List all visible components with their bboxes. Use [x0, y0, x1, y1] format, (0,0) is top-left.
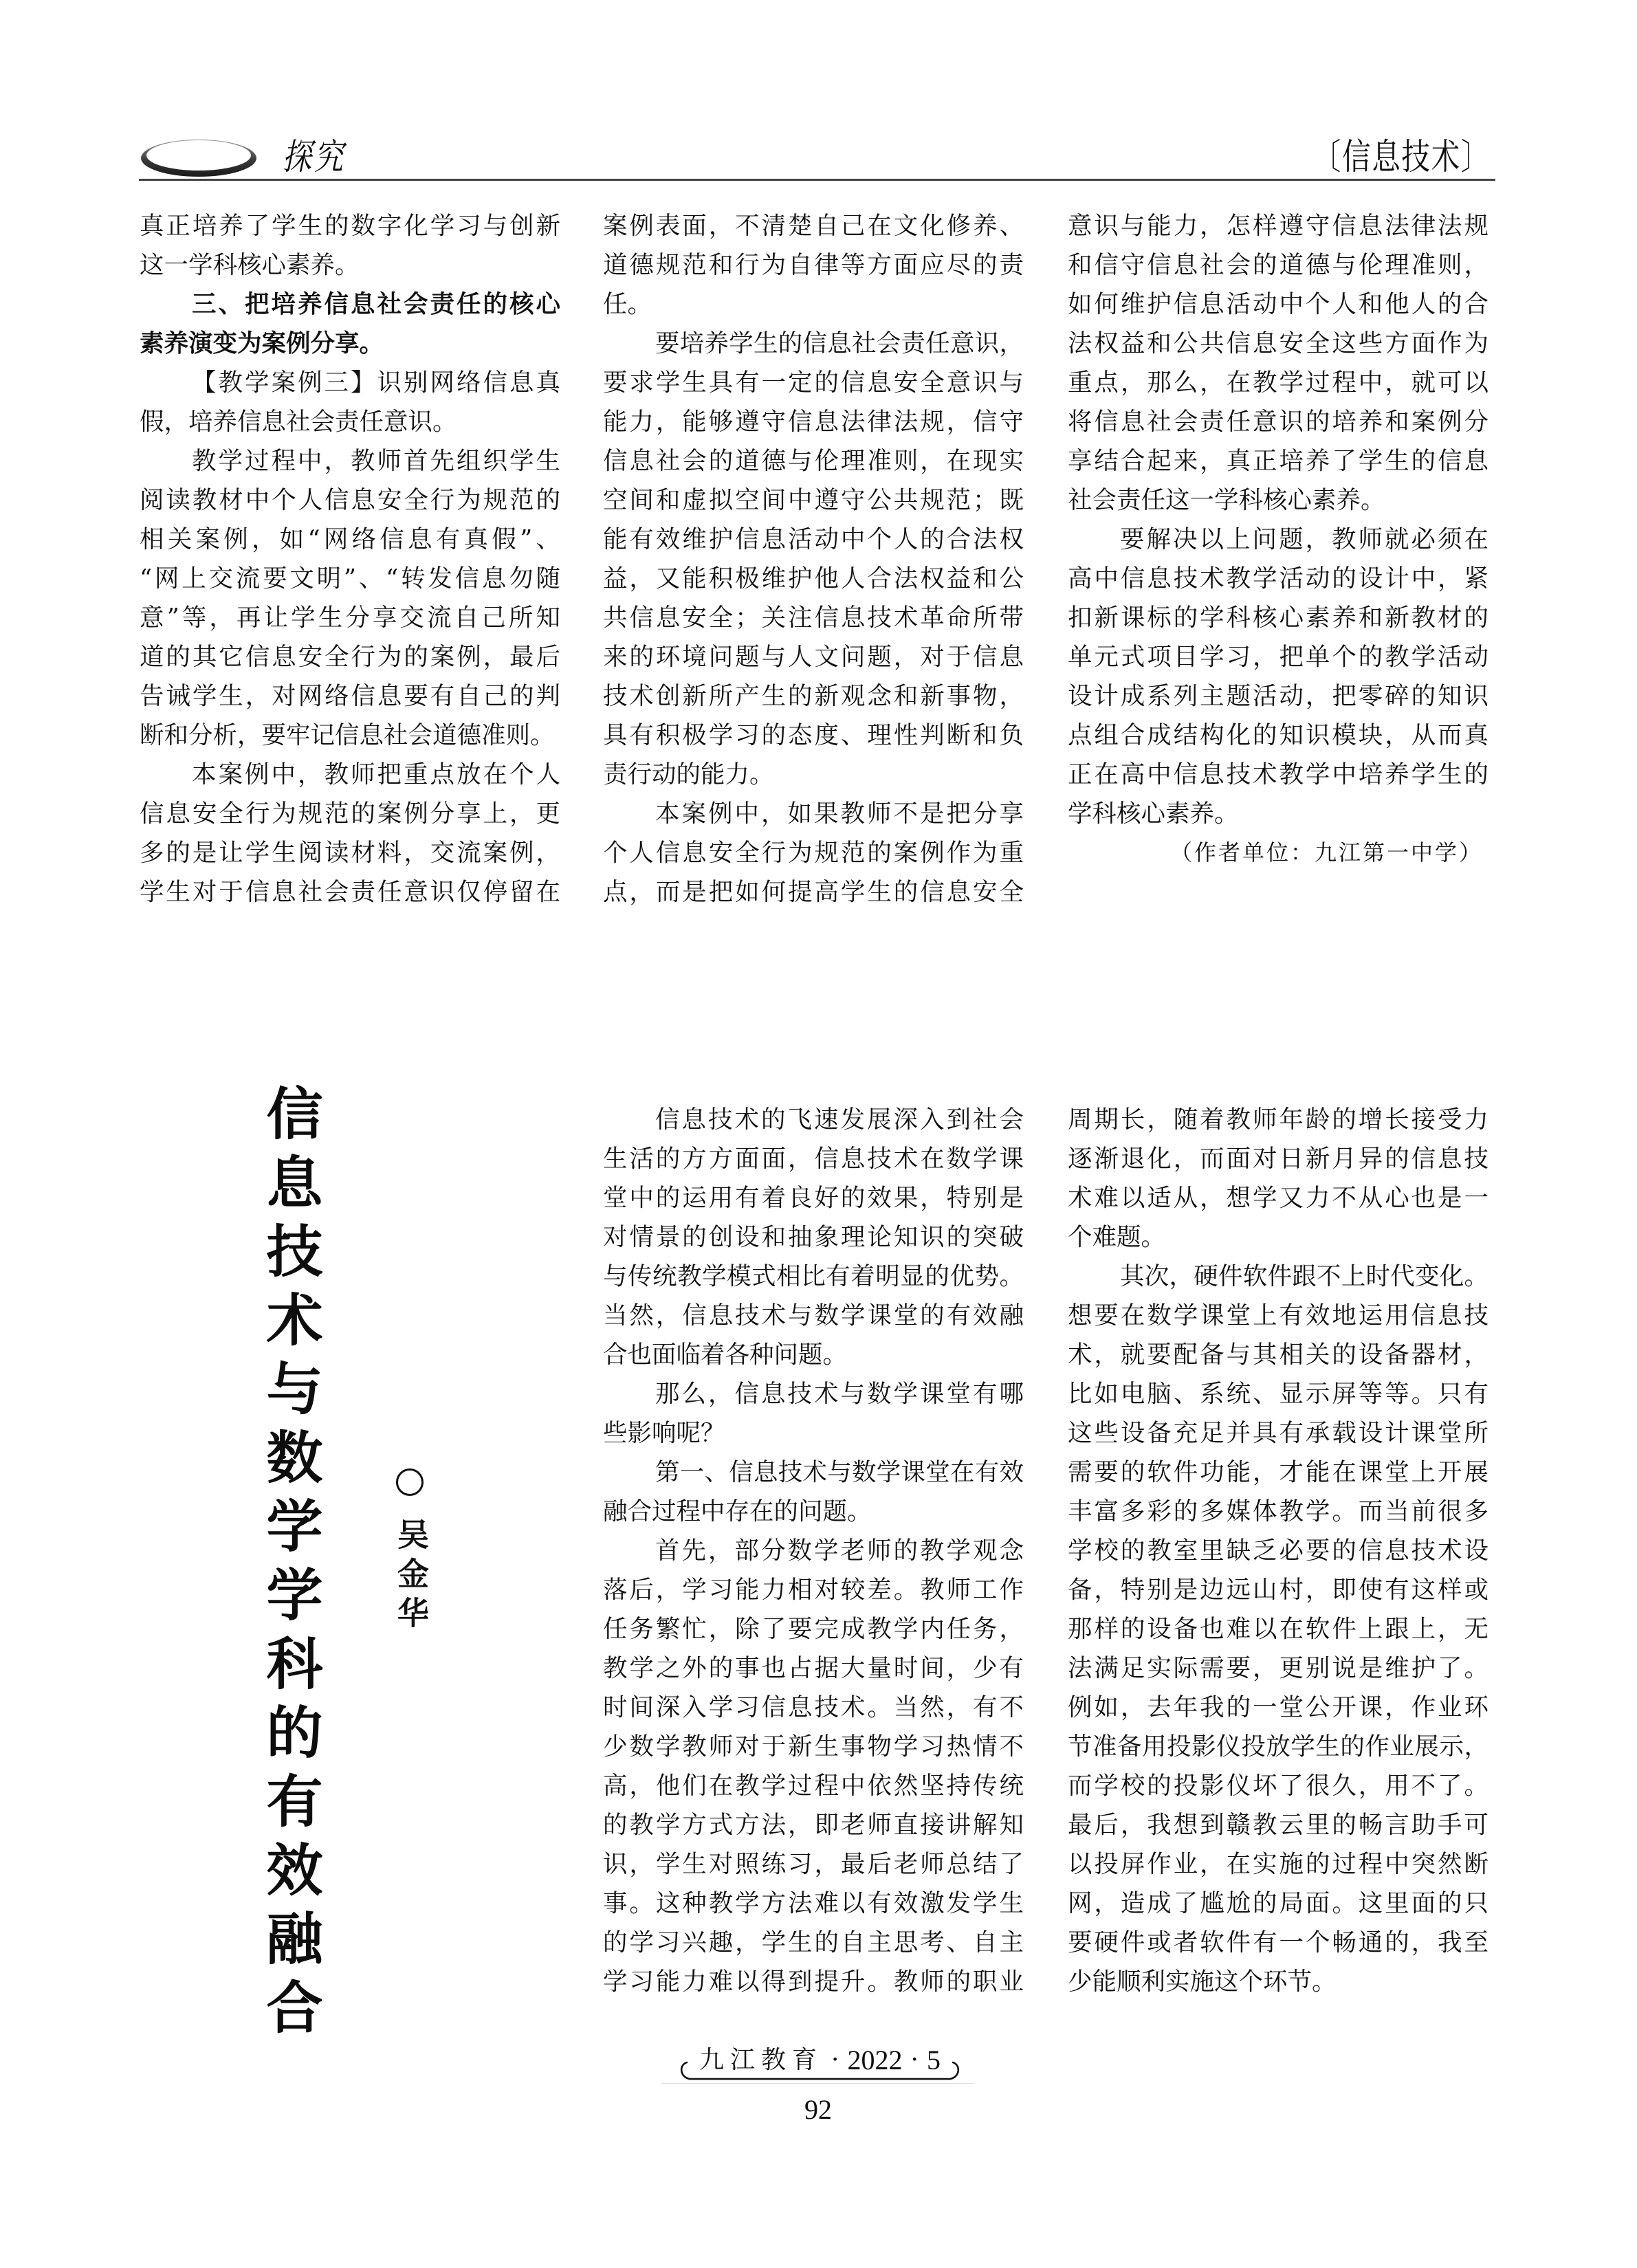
text-line: 术难以适从，想学又力不从心也是一 — [1068, 1184, 1488, 1212]
author-circle-icon — [396, 1468, 424, 1496]
article-column-2 — [1068, 1100, 1488, 2001]
text-line: 要培养学生的信息社会责任意识， — [655, 329, 1024, 357]
text-line: 而学校的投影仪坏了很久，用不了。 — [1068, 1772, 1488, 1800]
text-line: 些影响呢？ — [603, 1419, 725, 1447]
text-line: 空间和虚拟空间中遵守公共规范；既 — [603, 486, 1024, 514]
text-line: 第一、信息技术与数学课堂在有效 — [655, 1458, 1024, 1486]
author-name: 吴金华 — [393, 1518, 430, 1636]
text-line: 能有效维护信息活动中个人的合法权 — [603, 525, 1024, 553]
header-rule — [139, 179, 1495, 181]
paragraph — [603, 794, 1024, 912]
text-line: 告诫学生，对网络信息要有自己的判 — [140, 682, 560, 710]
section-heading — [140, 285, 560, 363]
paragraph — [140, 363, 560, 441]
text-line: 的学习兴趣，学生的自主思考、自主 — [603, 1928, 1024, 1957]
paragraph — [140, 206, 560, 285]
text-line: 和信守信息社会的道德与伦理准则， — [1068, 251, 1488, 279]
text-line: 本案例中，教师把重点放在个人 — [192, 760, 560, 789]
paragraph — [140, 755, 560, 912]
paragraph — [603, 1374, 1024, 1453]
text-line: 信息安全行为规范的案例分享上，更 — [140, 800, 560, 828]
paragraph — [603, 206, 1024, 324]
article-column-1 — [603, 1100, 1024, 2001]
text-line: 具有积极学习的态度、理性判断和负 — [603, 721, 1024, 749]
text-line: 学科核心素养。 — [1068, 800, 1239, 828]
text-line: 任务繁忙，除了要完成教学内任务， — [603, 1615, 1024, 1643]
text-line: 技术创新所产生的新观念和新事物， — [603, 682, 1024, 710]
text-line: 教学过程中，教师首先组织学生 — [192, 447, 560, 475]
text-line: 备，特别是边远山村，即使有这样或 — [1068, 1576, 1488, 1604]
text-line: 最后，我想到赣教云里的畅言助手可 — [1068, 1811, 1488, 1839]
text-line: 想要在数学课堂上有效地运用信息技 — [1068, 1301, 1488, 1330]
text-line: 与传统教学模式相比有着明显的优势。 — [603, 1262, 1024, 1290]
text-line: 道的其它信息安全行为的案例，最后 — [140, 643, 560, 671]
paragraph — [603, 1453, 1024, 1531]
text-line: 以投屏作业，在实施的过程中突然断 — [1068, 1850, 1488, 1878]
journal-name: 九江教育 — [699, 2046, 824, 2074]
text-line: 对情景的创设和抽象理论知识的突破 — [603, 1223, 1024, 1251]
paragraph — [603, 324, 1024, 794]
journal-issue: 5 — [926, 2045, 941, 2076]
top-column-2 — [603, 206, 1024, 912]
top-column-1 — [140, 206, 560, 912]
text-line: 首先，部分数学老师的教学观念 — [655, 1537, 1024, 1565]
header-logo-ring-icon — [138, 136, 261, 181]
text-line: 点组合成结构化的知识模块，从而真 — [1068, 721, 1488, 749]
text-line: 那样的设备也难以在软件上跟上，无 — [1068, 1615, 1488, 1643]
text-line: 要求学生具有一定的信息安全意识与 — [603, 368, 1024, 397]
text-line: 高，他们在教学过程中依然坚持传统 — [603, 1772, 1024, 1800]
text-line: 【教学案例三】识别网络信息真 — [192, 368, 560, 397]
text-line: 来的环境问题与人文问题，对于信息 — [603, 643, 1024, 671]
paragraph — [140, 441, 560, 755]
text-line: 案例表面，不清楚自己在文化修养、 — [603, 212, 1024, 240]
text-line: 正在高中信息技术教学中培养学生的 — [1068, 760, 1488, 789]
text-line: 相关案例，如“网络信息有真假”、 — [140, 525, 560, 553]
text-line: 合也面临着各种问题。 — [603, 1341, 848, 1369]
text-line: 要解决以上问题，教师就必须在 — [1120, 525, 1488, 553]
article-title: 信息技术与数学学科的有效融合 — [257, 1084, 323, 2047]
text-line: 点，而是把如何提高学生的信息安全 — [603, 878, 1024, 906]
text-line: 益，又能积极维护他人合法权益和公 — [603, 564, 1024, 593]
text-line: 融合过程中存在的问题。 — [603, 1497, 872, 1526]
text-line: 事。这种教学方法难以有效激发学生 — [603, 1889, 1024, 1917]
text-line: 周期长，随着教师年龄的增长接受力 — [1068, 1105, 1488, 1134]
paragraph — [1068, 520, 1488, 833]
text-line: 落后，学习能力相对较差。教师工作 — [603, 1576, 1024, 1604]
text-line: 任。 — [603, 290, 652, 318]
journal-year: 2022 — [847, 2045, 903, 2076]
top-column-3 — [1068, 206, 1488, 872]
text-line: 这一学科核心素养。 — [140, 251, 360, 279]
text-line: 素养演变为案例分享。 — [140, 329, 384, 357]
masthead-bracket-icon — [677, 2056, 963, 2084]
text-line: 信息技术的飞速发展深入到社会 — [655, 1105, 1024, 1134]
text-line: 的教学方式方法，即老师直接讲解知 — [603, 1811, 1024, 1839]
text-line: 那么，信息技术与数学课堂有哪 — [655, 1380, 1024, 1408]
text-line: 断和分析，要牢记信息社会道德准则。 — [140, 721, 555, 749]
text-line: 道德规范和行为自律等方面应尽的责 — [603, 251, 1024, 279]
masthead-separator: · — [831, 2046, 839, 2074]
text-line: 享结合起来，真正培养了学生的信息 — [1068, 447, 1488, 475]
text-line: 扣新课标的学科核心素养和新教材的 — [1068, 604, 1488, 632]
text-line: 个难题。 — [1068, 1223, 1166, 1251]
text-line: 需要的软件功能，才能在课堂上开展 — [1068, 1458, 1488, 1486]
text-line: 阅读教材中个人信息安全行为规范的 — [140, 486, 560, 514]
text-line: 责行动的能力。 — [603, 760, 774, 789]
text-line: 术，就要配备与其相关的设备器材， — [1068, 1341, 1488, 1369]
text-line: 比如电脑、系统、显示屏等等。只有 — [1068, 1380, 1488, 1408]
text-line: 生活的方方面面，信息技术在数学课 — [603, 1145, 1024, 1173]
text-line: 个人信息安全行为规范的案例作为重 — [603, 839, 1024, 867]
text-line: 其次，硬件软件跟不上时代变化。 — [1120, 1262, 1488, 1290]
paragraph — [603, 1100, 1024, 1374]
text-line: 法满足实际需要，更别说是维护了。 — [1068, 1654, 1488, 1682]
text-line: 设计成系列主题活动，把零碎的知识 — [1068, 682, 1488, 710]
text-line: 高中信息技术教学活动的设计中，紧 — [1068, 564, 1488, 593]
text-line: 堂中的运用有着良好的效果，特别是 — [603, 1184, 1024, 1212]
text-line: 将信息社会责任意识的培养和案例分 — [1068, 408, 1488, 436]
column-category-label: 〔信息技术〕 — [1312, 137, 1491, 178]
text-line: 三、把培养信息社会责任的核心 — [192, 290, 560, 318]
text-line: 社会责任这一学科核心素养。 — [1068, 486, 1385, 514]
text-line: 学习能力难以得到提升。教师的职业 — [603, 1968, 1024, 1996]
text-line: 这些设备充足并具有承载设计课堂所 — [1068, 1419, 1488, 1447]
section-label: 探究 — [280, 137, 352, 178]
text-line: “网上交流要文明”、“转发信息勿随 — [140, 564, 560, 593]
text-line: 重点，那么，在教学过程中，就可以 — [1068, 368, 1488, 397]
text-line: 识，学生对照练习，最后老师总结了 — [603, 1850, 1024, 1878]
paragraph — [1068, 1100, 1488, 1257]
paragraph — [1068, 1257, 1488, 2001]
paragraph — [1068, 206, 1488, 520]
page-number: 92 — [804, 2094, 832, 2125]
text-line: 共信息安全；关注信息技术革命所带 — [603, 604, 1024, 632]
paragraph — [603, 1531, 1024, 2001]
text-line: 意识与能力，怎样遵守信息法律法规 — [1068, 212, 1488, 240]
text-line: 学生对于信息社会责任意识仅停留在 — [140, 878, 560, 906]
text-line: 逐渐退化，而面对日新月异的信息技 — [1068, 1145, 1488, 1173]
text-line: 意”等，再让学生分享交流自己所知 — [140, 604, 560, 632]
text-line: 少能顺利实施这个环节。 — [1068, 1968, 1337, 1996]
text-line: （作者单位：九江第一中学） — [1169, 839, 1483, 866]
text-line: 当然，信息技术与数学课堂的有效融 — [603, 1301, 1024, 1330]
masthead-separator: · — [910, 2046, 919, 2074]
text-line: 例如，去年我的一堂公开课，作业环 — [1068, 1693, 1488, 1721]
footer-rule — [662, 2083, 974, 2084]
text-line: 单元式项目学习，把单个的教学活动 — [1068, 643, 1488, 671]
text-line: 多的是让学生阅读材料，交流案例， — [140, 839, 560, 867]
text-line: 本案例中，如果教师不是把分享 — [655, 800, 1024, 828]
text-line: 真正培养了学生的数字化学习与创新 — [140, 212, 560, 240]
text-line: 能力，能够遵守信息法律法规，信守 — [603, 408, 1024, 436]
text-line: 如何维护信息活动中个人和他人的合 — [1068, 290, 1488, 318]
text-line: 时间深入学习信息技术。当然，有不 — [603, 1693, 1024, 1721]
text-line: 要硬件或者软件有一个畅通的，我至 — [1068, 1928, 1488, 1957]
text-line: 丰富多彩的多媒体教学。而当前很多 — [1068, 1497, 1488, 1526]
author-affiliation — [1068, 833, 1488, 872]
text-line: 假，培养信息社会责任意识。 — [140, 408, 457, 436]
text-line: 法权益和公共信息安全这些方面作为 — [1068, 329, 1488, 357]
text-line: 节准备用投影仪投放学生的作业展示， — [1068, 1732, 1488, 1761]
text-line: 学校的教室里缺乏必要的信息技术设 — [1068, 1537, 1488, 1565]
text-line: 网，造成了尴尬的局面。这里面的只 — [1068, 1889, 1488, 1917]
text-line: 信息社会的道德与伦理准则，在现实 — [603, 447, 1024, 475]
text-line: 少数学教师对于新生事物学习热情不 — [603, 1732, 1024, 1761]
text-line: 教学之外的事也占据大量时间，少有 — [603, 1654, 1024, 1682]
